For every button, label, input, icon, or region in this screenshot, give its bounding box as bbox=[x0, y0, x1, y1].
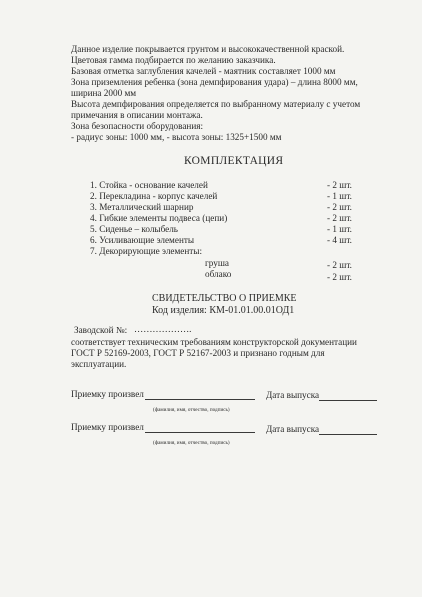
kit-item-label: 3. Металлический шарнир bbox=[90, 202, 194, 212]
signature-line bbox=[145, 399, 255, 400]
signature-label: Приемку произвел bbox=[71, 389, 144, 399]
signature-label: Приемку произвел bbox=[71, 422, 144, 432]
date-label: Дата выпуска bbox=[266, 424, 320, 434]
kit-subitem-label: облако bbox=[205, 269, 232, 279]
date-line bbox=[319, 400, 377, 401]
signature-line bbox=[145, 432, 255, 433]
compliance-line: ГОСТ Р 52169-2003, ГОСТ Р 52167-2003 и признано годным для bbox=[71, 348, 325, 358]
compliance-line: соответствует техническим требованиям конструкторской документации bbox=[71, 337, 357, 347]
intro-line: - радиус зоны: 1000 мм, - высота зоны: 1325+1500 мм bbox=[71, 132, 282, 142]
intro-line: Зона безопасности оборудования: bbox=[71, 121, 204, 131]
kit-item-qty: - 2 шт. bbox=[327, 272, 352, 282]
kit-item-label: 6. Усиливающие элементы bbox=[90, 235, 195, 245]
kit-item-label: 4. Гибкие элементы подвеса (цепи) bbox=[90, 213, 228, 223]
intro-line: Высота демпфирования определяется по выбранному материалу с учетом bbox=[71, 99, 361, 109]
signature-hint: (фамилия, имя, отчество, подпись) bbox=[153, 440, 230, 446]
intro-line: Зона приземления ребенка (зона демпфирования удара) – длина 8000 мм, bbox=[71, 77, 358, 87]
intro-line: Цветовая гамма подбирается по желанию заказчика. bbox=[71, 55, 276, 65]
compliance-line: эксплуатации. bbox=[71, 359, 127, 369]
certificate-title: СВИДЕТЕЛЬСТВО О ПРИЕМКЕ bbox=[152, 293, 297, 304]
kit-item-label: 2. Перекладина - корпус качелей bbox=[90, 191, 218, 201]
kit-item-qty: - 1 шт. bbox=[327, 224, 352, 234]
kit-title: КОМПЛЕКТАЦИЯ bbox=[184, 155, 284, 167]
kit-item-qty: - 2 шт. bbox=[327, 213, 352, 223]
kit-item-qty: - 2 шт. bbox=[327, 180, 352, 190]
kit-item-qty: - 4 шт. bbox=[327, 235, 352, 245]
kit-item-qty: - 2 шт. bbox=[327, 260, 352, 270]
date-line bbox=[319, 434, 377, 435]
kit-item-label: 7. Декорирующие элементы: bbox=[90, 246, 203, 256]
kit-item-qty: - 1 шт. bbox=[327, 191, 352, 201]
kit-item-label: 5. Сиденье – колыбель bbox=[90, 224, 178, 234]
intro-line: примечания в описании монтажа. bbox=[71, 110, 203, 120]
kit-item-label: 1. Стойка - основание качелей bbox=[90, 180, 208, 190]
date-label: Дата выпуска bbox=[266, 390, 320, 400]
kit-item-qty: - 2 шт. bbox=[327, 202, 352, 212]
intro-line: ширина 2000 мм bbox=[71, 88, 137, 98]
kit-subitem-label: груша bbox=[205, 258, 229, 268]
serial-label: Заводской №: bbox=[74, 325, 128, 335]
signature-hint: (фамилия, имя, отчество, подпись) bbox=[153, 407, 230, 413]
product-code: Код изделия: КМ-01.01.00.01ОД1 bbox=[152, 305, 295, 316]
intro-line: Базовая отметка заглубления качелей - маятник составляет 1000 мм bbox=[71, 66, 336, 76]
intro-line: Данное изделие покрывается грунтом и высококачественной краской. bbox=[71, 44, 345, 54]
serial-value: ………………. bbox=[134, 324, 192, 334]
